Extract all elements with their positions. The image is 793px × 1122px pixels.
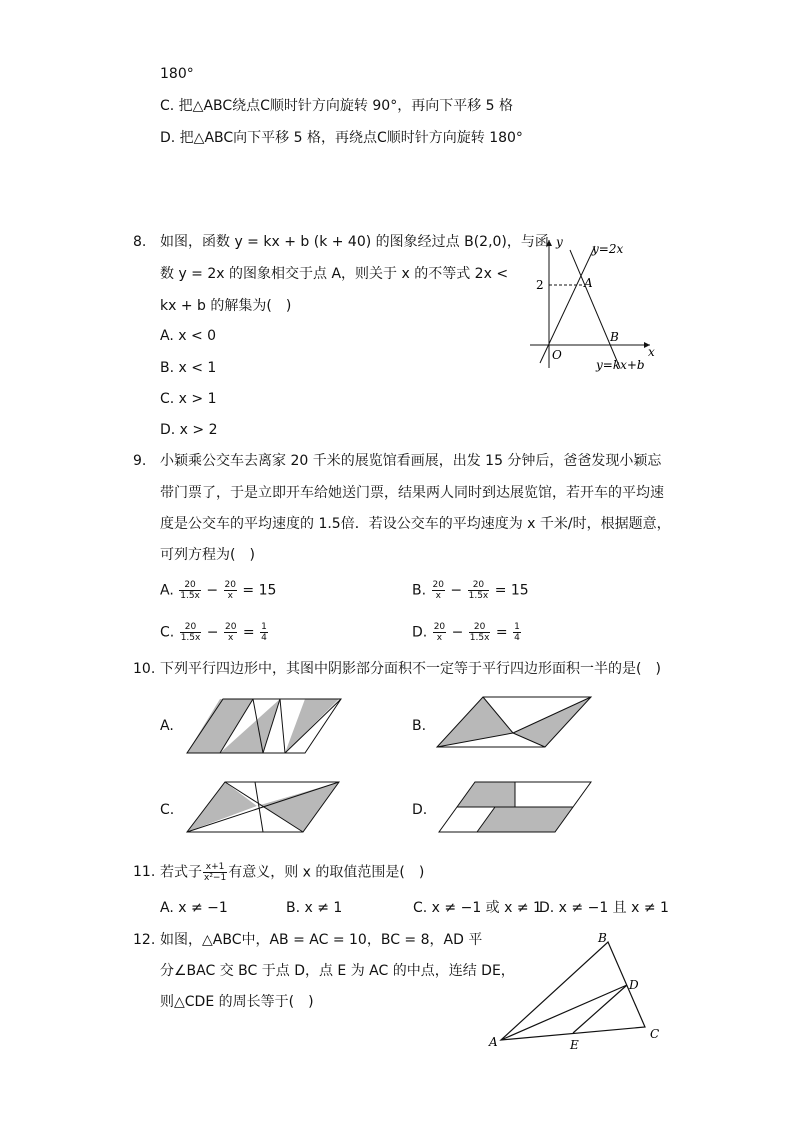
q10-figure-c — [185, 780, 345, 836]
q10-stem: 下列平行四边形中，其图中阴影部分面积不一定等于平行四边形面积一半的是( ) — [160, 661, 661, 677]
q8-option-c: C. x > 1 — [160, 391, 217, 407]
q10-number: 10. — [133, 661, 156, 677]
q9-number: 9. — [133, 453, 147, 469]
origin-label: O — [552, 348, 562, 362]
q8-line-3: kx + b 的解集为( ) — [160, 298, 292, 314]
q8-line-1: 如图，函数 y = kx + b (k + 40) 的图象经过点 B(2,0)，与函 — [160, 234, 549, 250]
q8-number: 8. — [133, 234, 147, 250]
q9-line-1: 小颖乘公交车去离家 20 千米的展览馆看画展，出发 15 分钟后，爸爸发现小颖忘 — [160, 453, 662, 469]
q8-option-b: B. x < 1 — [160, 360, 217, 376]
q11-option-d: D. x ≠ −1 且 x ≠ 1 — [539, 900, 669, 916]
line-kx-b — [570, 250, 620, 368]
q8-option-d: D. x > 2 — [160, 422, 218, 438]
q11-number: 11. — [133, 864, 156, 880]
x-axis-label: x — [648, 345, 655, 359]
y-axis-label: y — [556, 235, 563, 249]
q10-figure-d — [437, 780, 597, 836]
q8-function-graph — [520, 228, 670, 378]
point-e-label: E — [570, 1038, 579, 1052]
q12-line-3: 则△CDE 的周长等于( ) — [160, 994, 314, 1010]
vertex-b-label: B — [598, 931, 607, 945]
q10-figure-a — [185, 697, 345, 757]
q9-line-4: 可列方程为( ) — [160, 547, 255, 563]
q12-triangle-figure — [485, 928, 670, 1053]
q9-option-b: B. $\frac{20}{x}$ − $\frac{20}{1.5x}$ = 15 — [412, 580, 529, 601]
q10-option-c-label: C. — [160, 802, 175, 818]
vertex-c-label: C — [650, 1027, 660, 1041]
q7-continuation: 180° — [160, 66, 194, 82]
q8-option-a: A. x < 0 — [160, 328, 217, 344]
q8-line-2: 数 y = 2x 的图象相交于点 A，则关于 x 的不等式 2x < — [160, 266, 509, 282]
point-b-label: B — [610, 330, 619, 344]
q12-line-1: 如图，△ABC中，AB = AC = 10，BC = 8，AD 平 — [160, 932, 483, 948]
q7-option-d: D. 把△ABC向下平移 5 格，再绕点C顺时针方向旋转 180° — [160, 130, 523, 146]
q10-figure-b — [435, 695, 595, 751]
q9-line-3: 度是公交车的平均速度的 1.5倍．若设公交车的平均速度为 x 千米/时，根据题意， — [160, 516, 671, 532]
q9-option-d: D. $\frac{20}{x}$ − $\frac{20}{1.5x}$ = $\frac{1}{4}$ — [412, 622, 520, 643]
q12-number: 12. — [133, 932, 156, 948]
q10-option-b-label: B. — [412, 718, 427, 734]
q9-option-a: A. $\frac{20}{1.5x}$ − $\frac{20}{x}$ = 15 — [160, 580, 277, 601]
point-d-label: D — [629, 978, 639, 992]
line-1-label: y=2x — [592, 242, 624, 256]
q10-option-d-label: D. — [412, 802, 428, 818]
tick-2-label: 2 — [536, 278, 544, 292]
q9-option-c: C. $\frac{20}{1.5x}$ − $\frac{20}{x}$ = $\frac{1}{4}$ — [160, 622, 267, 643]
line-2-label: y=kx+b — [596, 358, 645, 372]
q7-option-c: C. 把△ABC绕点C顺时针方向旋转 90°，再向下平移 5 格 — [160, 98, 513, 114]
q12-line-2: 分∠BAC 交 BC 于点 D，点 E 为 AC 的中点，连结 DE， — [160, 963, 515, 979]
q11-option-b: B. x ≠ 1 — [286, 900, 343, 916]
q11-option-a: A. x ≠ −1 — [160, 900, 228, 916]
vertex-a-label: A — [489, 1035, 498, 1049]
q10-option-a-label: A. — [160, 718, 174, 734]
point-a-label: A — [584, 276, 593, 290]
q11-stem: 若式子 $\frac{x+1}{\text{x²−1}}$ 有意义，则 x 的取值范围是( ) — [160, 862, 425, 883]
q11-option-c: C. x ≠ −1 或 x ≠ 1 — [413, 900, 542, 916]
q9-line-2: 带门票了，于是立即开车给她送门票，结果两人同时到达展览馆，若开车的平均速 — [160, 485, 664, 501]
